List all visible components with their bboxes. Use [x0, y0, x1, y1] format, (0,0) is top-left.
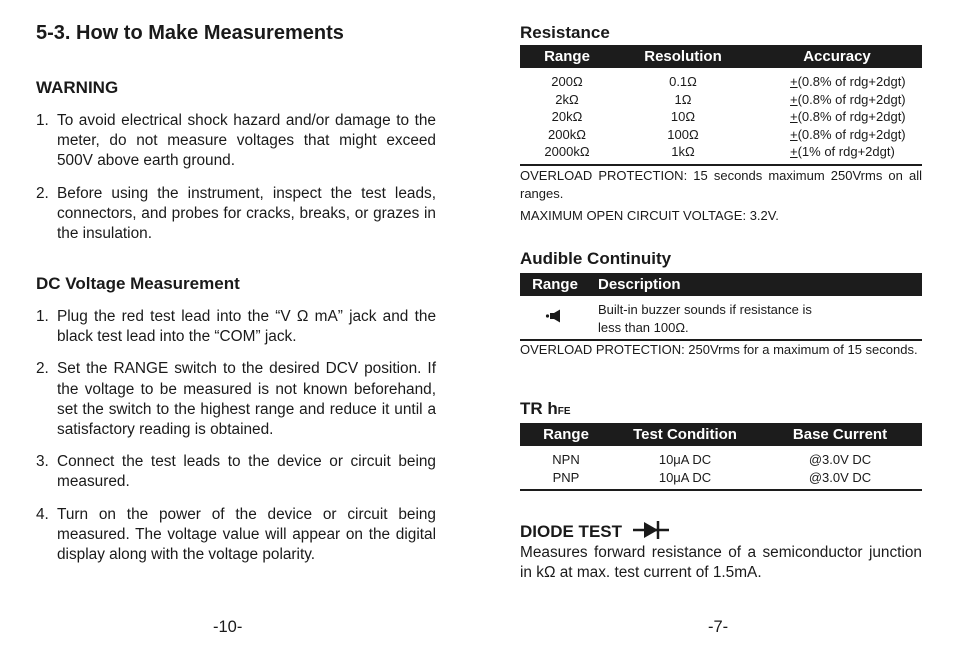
resistance-voltage-note: MAXIMUM OPEN CIRCUIT VOLTAGE: 3.2V. — [520, 208, 779, 223]
warning-heading: WARNING — [36, 78, 119, 97]
list-item: 1. To avoid electrical shock hazard and/or damage to the meter, do not measure voltages that might exceed 500V above earth ground. — [36, 112, 436, 170]
diode-icon — [633, 520, 669, 545]
list-item: 2. Before using the instrument, inspect the test leads, connectors, and probes for cracks, breaks, or grazes in the insulation. — [36, 184, 436, 243]
column-header: Description — [590, 273, 922, 296]
table-row: PNP 10μA DC @3.0V DC — [520, 469, 922, 491]
resistance-heading: Resistance — [520, 23, 610, 42]
column-header: Test Condition — [612, 423, 758, 446]
continuity-desc: less than 100Ω. — [598, 319, 689, 335]
diode-description: Measures forward resistance of a semiconductor junction in kΩ at max. test current of 1.5mA. — [520, 544, 922, 582]
list-item: 2. Set the RANGE switch to the desired DCV position. If the voltage to be measured is not known beforehand, set the switch to the highest range and reduce it until a satisfactory reading is obtained. — [36, 360, 436, 439]
column-header: Range — [520, 423, 612, 446]
continuity-overload-note: OVERLOAD PROTECTION: 250Vrms for a maximum of 15 seconds. — [520, 342, 918, 357]
column-header: Accuracy — [752, 45, 922, 68]
column-header: Base Current — [758, 423, 922, 446]
list-item: 3. Connect the test leads to the device or circuit being measured. — [36, 453, 436, 491]
table-row: 20kΩ 10Ω +(0.8% of rdg+2dgt) — [551, 109, 906, 124]
column-header: Resolution — [614, 45, 752, 68]
page-title: 5-3. How to Make Measurements — [36, 22, 344, 44]
diode-heading: DIODE TEST — [520, 520, 669, 545]
dcv-heading: DC Voltage Measurement — [36, 274, 240, 293]
continuity-table — [520, 273, 922, 341]
table-row: 200kΩ 100Ω +(0.8% of rdg+2dgt) — [548, 126, 906, 142]
hfe-heading: TR hFE — [520, 399, 571, 418]
continuity-heading: Audible Continuity — [520, 249, 672, 268]
column-header: Range — [520, 45, 614, 68]
resistance-table — [520, 45, 922, 166]
page-number-left: -10- — [213, 618, 243, 636]
table-row: 2kΩ 1Ω +(0.8% of rdg+2dgt) — [555, 91, 906, 107]
dcv-list — [36, 307, 436, 565]
warning-list — [36, 111, 436, 244]
continuity-desc: Built-in buzzer sounds if resistance is — [598, 302, 812, 317]
table-row — [520, 296, 922, 340]
table-row: 200Ω 0.1Ω +(0.8% of rdg+2dgt) — [551, 74, 906, 89]
table-row: NPN 10μA DC @3.0V DC — [552, 452, 872, 467]
list-item: 1. Plug the red test lead into the “V Ω mA” jack and the black test lead into the “COM” jack. — [36, 308, 436, 346]
list-item: 4. Turn on the power of the device or circuit being measured. The voltage value will appear on the digital display along with the voltage polarity. — [36, 505, 436, 564]
page-number-right: -7- — [708, 618, 729, 636]
buzzer-icon — [545, 311, 565, 326]
hfe-table — [520, 423, 922, 491]
resistance-overload-note: OVERLOAD PROTECTION: 15 seconds maximum 250Vrms on all ranges. — [520, 168, 922, 201]
column-header: Range — [520, 273, 590, 296]
table-row: 2000kΩ 1kΩ +(1% of rdg+2dgt) — [520, 143, 922, 165]
